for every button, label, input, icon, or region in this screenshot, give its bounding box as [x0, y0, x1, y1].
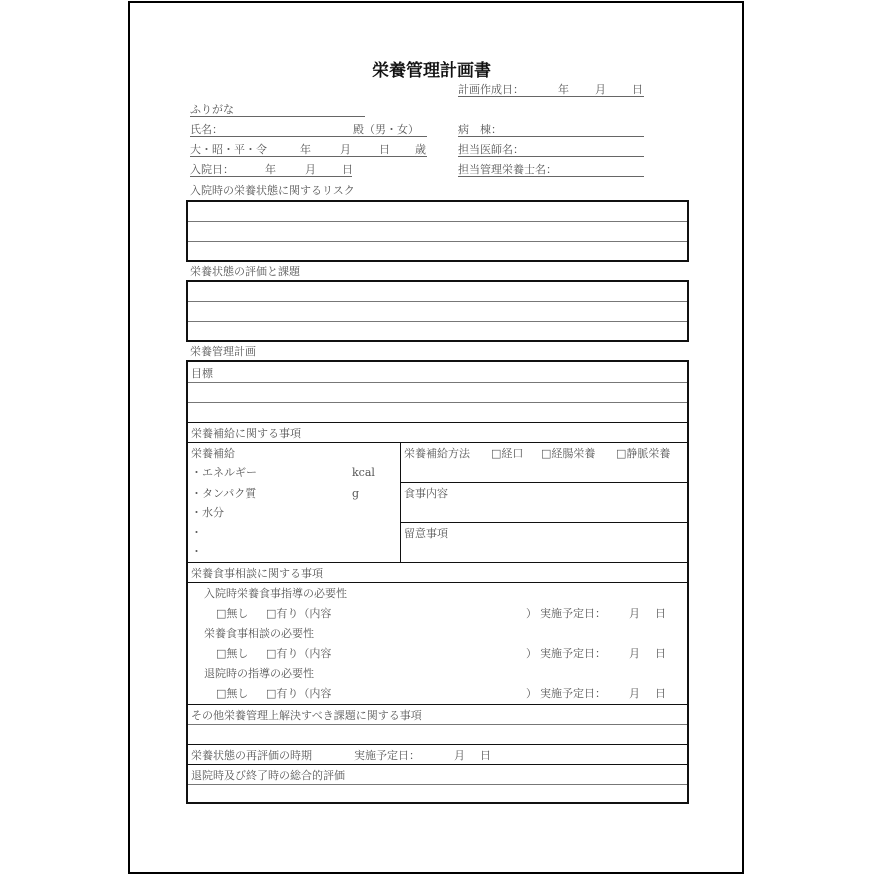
admission-date-line[interactable]: [190, 163, 352, 177]
doctor-label: 担当医師名：: [458, 143, 524, 156]
counsel-yes-checkbox[interactable]: □有り（内容: [266, 607, 332, 620]
counsel-heading: 栄養食事相談に関する事項: [191, 567, 323, 580]
protein-label: ・タンパク質: [191, 487, 257, 500]
evaluation-heading: 栄養状態の評価と課題: [190, 265, 300, 278]
method-iv-checkbox[interactable]: □静脈栄養: [616, 447, 671, 460]
bullet-2: ・: [191, 545, 202, 558]
birthdate-line[interactable]: [190, 143, 427, 157]
reeval-label: 栄養状態の再評価の時期: [191, 749, 312, 762]
admit-month: 月: [305, 163, 316, 176]
evaluation-box[interactable]: [186, 280, 689, 342]
ward-line[interactable]: [458, 123, 644, 137]
era-label: 大・昭・平・令: [190, 143, 267, 156]
supply-left-heading: 栄養補給: [191, 447, 235, 460]
counsel-yes-checkbox[interactable]: □有り（内容: [266, 647, 332, 660]
counsel-close-paren: ）: [526, 607, 537, 620]
created-year: 年: [558, 83, 569, 96]
birth-day: 日: [379, 143, 390, 156]
goal-label: 目標: [191, 367, 213, 380]
final-eval-heading: 退院時及び終了時の総合的評価: [191, 769, 345, 782]
counsel-day: 日: [655, 687, 666, 700]
method-oral-checkbox[interactable]: □経口: [491, 447, 524, 460]
name-suffix: 殿（男・女）: [353, 123, 419, 136]
other-issues-heading: その他栄養管理上解決すべき課題に関する事項: [191, 709, 422, 722]
counsel-close-paren: ）: [526, 687, 537, 700]
protein-unit: g: [352, 487, 360, 500]
reeval-day: 日: [480, 749, 491, 762]
counsel-month: 月: [629, 687, 640, 700]
dietitian-label: 担当管理栄養士名：: [458, 163, 557, 176]
counsel-month: 月: [629, 647, 640, 660]
doctor-line[interactable]: [458, 143, 644, 157]
counsel-item-label: 退院時の指導の必要性: [204, 667, 314, 680]
counsel-day: 日: [655, 647, 666, 660]
admit-label: 入院日：: [190, 163, 234, 176]
created-date-line: [458, 83, 644, 97]
energy-unit: kcal: [352, 466, 375, 479]
counsel-none-checkbox[interactable]: □無し: [216, 687, 249, 700]
counsel-day: 日: [655, 607, 666, 620]
counsel-month: 月: [629, 607, 640, 620]
plan-heading: 栄養管理計画: [190, 345, 256, 358]
created-month: 月: [595, 83, 606, 96]
counsel-yes-checkbox[interactable]: □有り（内容: [266, 687, 332, 700]
supply-heading: 栄養補給に関する事項: [191, 427, 301, 440]
energy-label: ・エネルギー: [191, 466, 257, 479]
notes-label: 留意事項: [404, 527, 448, 540]
form-title: 栄養管理計画書: [372, 61, 491, 81]
admit-year: 年: [265, 163, 276, 176]
supply-method-label: 栄養補給方法: [404, 447, 470, 460]
counsel-none-checkbox[interactable]: □無し: [216, 607, 249, 620]
counsel-date-label: 実施予定日：: [540, 647, 606, 660]
counsel-date-label: 実施予定日：: [540, 607, 606, 620]
counsel-close-paren: ）: [526, 647, 537, 660]
reeval-month: 月: [454, 749, 465, 762]
counsel-none-checkbox[interactable]: □無し: [216, 647, 249, 660]
birth-month: 月: [340, 143, 351, 156]
meal-content-label: 食事内容: [404, 487, 448, 500]
age-label: 歳: [415, 143, 426, 156]
bullet-1: ・: [191, 526, 202, 539]
admit-day: 日: [342, 163, 353, 176]
counsel-item-label: 入院時栄養食事指導の必要性: [204, 587, 347, 600]
ward-label: 病 棟：: [458, 123, 502, 136]
method-enteral-checkbox[interactable]: □経腸栄養: [541, 447, 596, 460]
name-line[interactable]: [190, 123, 427, 137]
created-day: 日: [632, 83, 643, 96]
risk-heading: 入院時の栄養状態に関するリスク: [190, 184, 355, 197]
reeval-date-label: 実施予定日：: [354, 749, 420, 762]
plan-box: [186, 360, 689, 804]
furigana-line[interactable]: [190, 103, 365, 117]
counsel-item-label: 栄養食事相談の必要性: [204, 627, 314, 640]
furigana-label: ふりがな: [190, 103, 234, 116]
birth-year: 年: [300, 143, 311, 156]
name-label: 氏名：: [190, 123, 223, 136]
risk-box[interactable]: [186, 200, 689, 262]
water-label: ・水分: [191, 506, 224, 519]
created-label: 計画作成日：: [458, 83, 524, 96]
dietitian-line[interactable]: [458, 163, 644, 177]
counsel-date-label: 実施予定日：: [540, 687, 606, 700]
